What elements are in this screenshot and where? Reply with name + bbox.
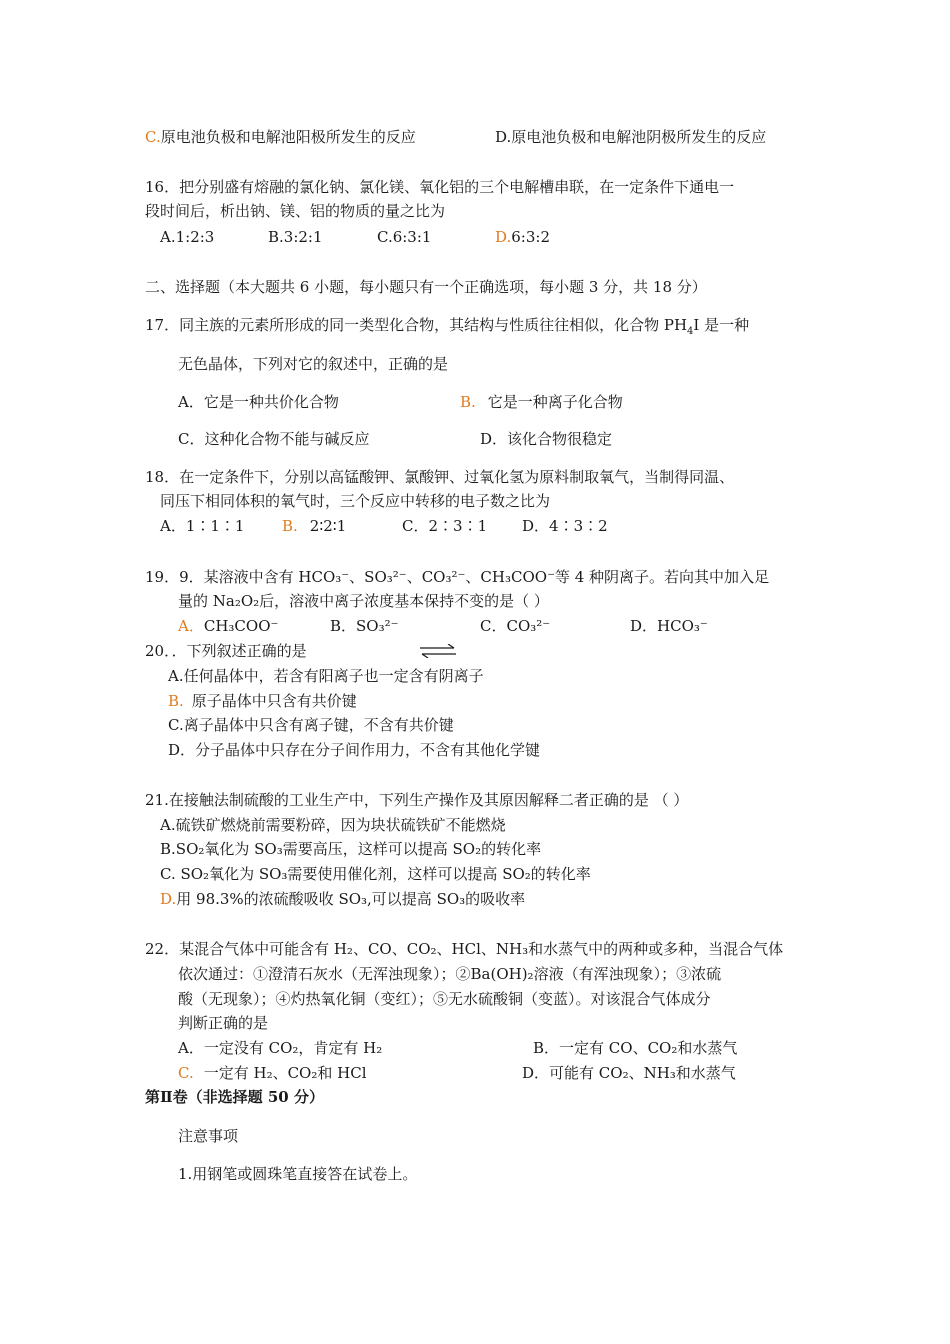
q20-option-c: C.离子晶体中只含有离子键，不含有共价键 <box>168 716 454 734</box>
q21-option-a: A.硫铁矿燃烧前需要粉碎，因为块状硫铁矿不能燃烧 <box>160 816 506 834</box>
q19-option-b: B．SO₃²⁻ <box>330 617 399 635</box>
answer-letter: A． <box>178 617 204 635</box>
q17-stem-line2: 无色晶体，下列对它的叙述中，正确的是 <box>178 355 449 373</box>
option-text: 原子晶体中只含有共价键 <box>191 692 357 710</box>
q19-option-c: C．CO₃²⁻ <box>480 617 551 635</box>
q18-stem-line1: 18．在一定条件下，分别以高锰酸钾、氯酸钾、过氧化氢为原料制取氧气，当制得同温、 <box>145 468 735 486</box>
q21-stem: 21.在接触法制硫酸的工业生产中，下列生产操作及其原因解释二者正确的是 （ ） <box>145 791 689 809</box>
option-text: 一定有 H₂、CO₂和 HCl <box>203 1064 367 1082</box>
q21-option-d <box>160 888 525 910</box>
q15-option-c <box>145 126 416 148</box>
answer-letter: B. <box>460 393 476 411</box>
q22-stem-line2: 依次通过：①澄清石灰水（无浑浊现象）；②Ba(OH)₂溶液（有浑浊现象）；③浓硫 <box>178 965 722 983</box>
notice-item-1: 1.用钢笔或圆珠笔直接答在试卷上。 <box>178 1165 418 1183</box>
q22-option-a: A．一定没有 CO₂，肯定有 H₂ <box>178 1039 383 1057</box>
q16-option-c: C.6:3:1 <box>377 228 432 246</box>
q15-option-d: D.原电池负极和电解池阴极所发生的反应 <box>495 128 767 146</box>
q20-option-d: D．分子晶体中只存在分子间作用力，不含有其他化学键 <box>168 741 541 759</box>
q16-option-d <box>495 226 550 248</box>
q22-stem-line1: 22．某混合气体中可能含有 H₂、CO、CO₂、HCl、NH₃和水蒸气中的两种或多种，当混合气体 <box>145 940 784 958</box>
q18-stem-line2: 同压下相同体积的氧气时，三个反应中转移的电子数之比为 <box>160 492 551 510</box>
stem-text: I 是一种 <box>693 316 750 334</box>
answer-letter: C. <box>145 128 161 146</box>
q17-option-c: C．这种化合物不能与碱反应 <box>178 430 370 448</box>
q17-option-d: D．该化合物很稳定 <box>480 430 613 448</box>
q17-stem-line1 <box>145 314 749 336</box>
stem-text: 17．同主族的元素所形成的同一类型化合物，其结构与性质往往相似，化合物 PH <box>145 316 688 334</box>
q20-option-a: A.任何晶体中，若含有阳离子也一定含有阴离子 <box>168 667 484 685</box>
q22-option-c <box>178 1062 367 1084</box>
option-text: CH₃COO⁻ <box>203 617 279 635</box>
option-text: 原电池负极和电解池阳极所发生的反应 <box>160 128 416 146</box>
q19-stem-line1: 19．9．某溶液中含有 HCO₃⁻、SO₃²⁻、CO₃²⁻、CH₃COO⁻等 4 种阴离子。若向其中加入足 <box>145 568 770 586</box>
q18-option-b <box>282 515 346 537</box>
subscript: 4 <box>687 326 694 337</box>
q20-stem: 20．．下列叙述正确的是 <box>145 642 307 660</box>
q22-stem-line4: 判断正确的是 <box>178 1014 269 1032</box>
equilibrium-arrow-icon <box>418 644 458 658</box>
answer-letter: C. <box>178 1064 194 1082</box>
q19-stem-line2: 量的 Na₂O₂后，溶液中离子浓度基本保持不变的是（ ） <box>178 592 549 610</box>
q16-option-a: A.1:2:3 <box>160 228 215 246</box>
answer-letter: B. <box>282 517 298 535</box>
q20-option-b <box>168 690 357 712</box>
q16-option-b: B.3:2:1 <box>268 228 323 246</box>
q18-option-c: C．2∶3∶1 <box>402 517 488 535</box>
section-heading: 二、选择题（本大题共 6 小题，每小题只有一个正确选项，每小题 3 分，共 18 分） <box>145 278 707 296</box>
q22-option-d: D．可能有 CO₂、NH₃和水蒸气 <box>522 1064 736 1082</box>
q21-option-c: C. SO₂氧化为 SO₃需要使用催化剂，这样可以提高 SO₂的转化率 <box>160 865 591 883</box>
option-text: 用 98.3%的浓硫酸吸收 SO₃,可以提高 SO₃的吸收率 <box>176 890 526 908</box>
q17-option-b <box>460 391 623 413</box>
q17-option-a: A．它是一种共价化合物 <box>178 393 339 411</box>
q16-stem-line2: 段时间后，析出钠、镁、铝的物质的量之比为 <box>145 202 446 220</box>
q21-option-b: B.SO₂氧化为 SO₃需要高压，这样可以提高 SO₂的转化率 <box>160 840 542 858</box>
option-text: 2∶2∶1 <box>309 517 347 535</box>
q18-option-d: D．4∶3∶2 <box>522 517 608 535</box>
answer-letter: D. <box>160 890 177 908</box>
notice-heading: 注意事项 <box>178 1127 239 1145</box>
option-text: 它是一种离子化合物 <box>487 393 623 411</box>
q22-stem-line3: 酸（无现象）；④灼热氧化铜（变红）；⑤无水硫酸铜（变蓝）。对该混合气体成分 <box>178 990 711 1008</box>
q19-option-d: D．HCO₃⁻ <box>630 617 708 635</box>
q16-stem-line1: 16．把分别盛有熔融的氯化钠、氯化镁、氧化铝的三个电解槽串联，在一定条件下通电一 <box>145 178 735 196</box>
q18-option-a: A．1∶1∶1 <box>160 517 245 535</box>
q19-option-a <box>178 615 278 637</box>
answer-letter: D. <box>495 228 512 246</box>
option-text: 6:3:2 <box>511 228 551 246</box>
q22-option-b: B．一定有 CO、CO₂和水蒸气 <box>533 1039 738 1057</box>
answer-letter: B. <box>168 692 184 710</box>
part2-title: 第Ⅱ卷（非选择题 50 分） <box>145 1088 324 1106</box>
